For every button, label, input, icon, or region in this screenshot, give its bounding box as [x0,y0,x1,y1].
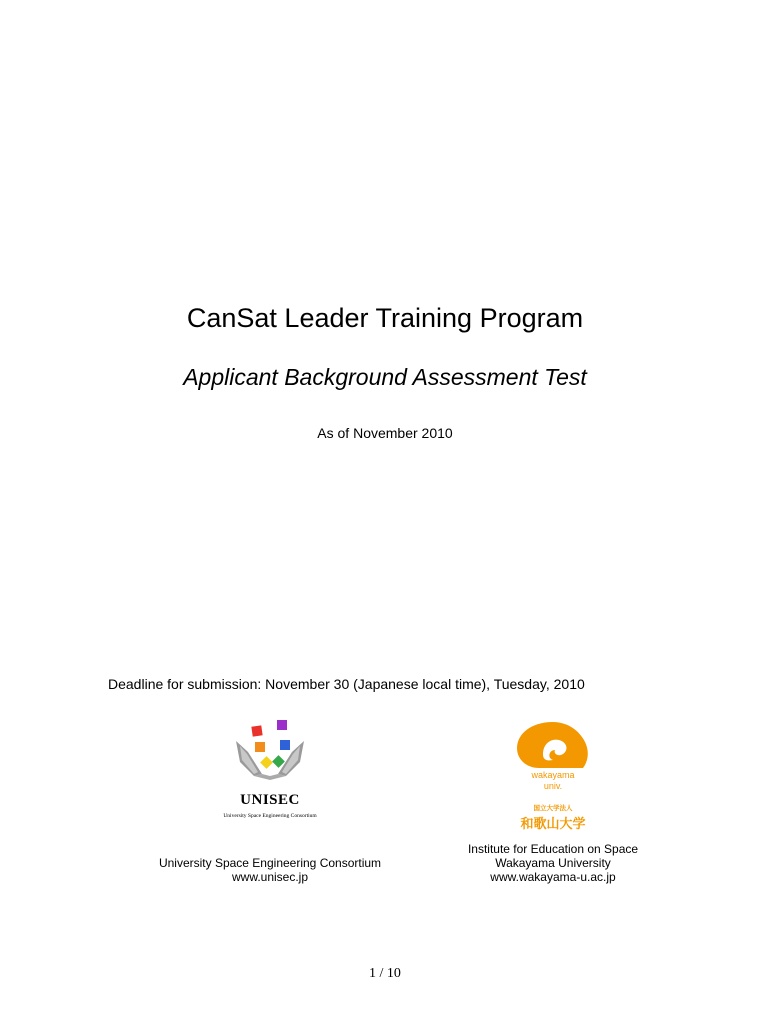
unisec-caption-name: University Space Engineering Consortium [158,856,382,870]
wakayama-caption-url: www.wakayama-u.ac.jp [490,870,616,884]
unisec-caption-url: www.unisec.jp [231,870,309,884]
wakayama-logo-jp-small: 国立大学法人 [533,805,573,812]
wakayama-caption-institute: Institute for Education on Space [467,842,639,856]
wakayama-logo-en-2: univ. [543,781,563,791]
wakayama-logo-en-1: wakayama [531,770,575,780]
as-of-date: As of November 2010 [317,425,453,441]
page-number: 1 / 10 [369,966,401,981]
unisec-logo-subtitle: University Space Engineering Consortium [223,813,317,819]
wakayama-logo [503,720,603,832]
unisec-caption [120,856,420,884]
submission-deadline: Deadline for submission: November 30 (Japanese local time), Tuesday, 2010 [108,676,585,692]
document-title: CanSat Leader Training Program [186,303,584,333]
wakayama-caption [420,842,686,884]
wakayama-logo-jp-large: 和歌山大学 [520,816,586,831]
wakayama-caption-university: Wakayama University [495,856,611,870]
unisec-emblem-icon [200,716,340,796]
document-subtitle: Applicant Background Assessment Test [183,364,587,390]
unisec-logo-name: UNISEC [240,792,300,808]
unisec-logo [200,716,340,826]
wakayama-wave-icon [503,720,603,770]
